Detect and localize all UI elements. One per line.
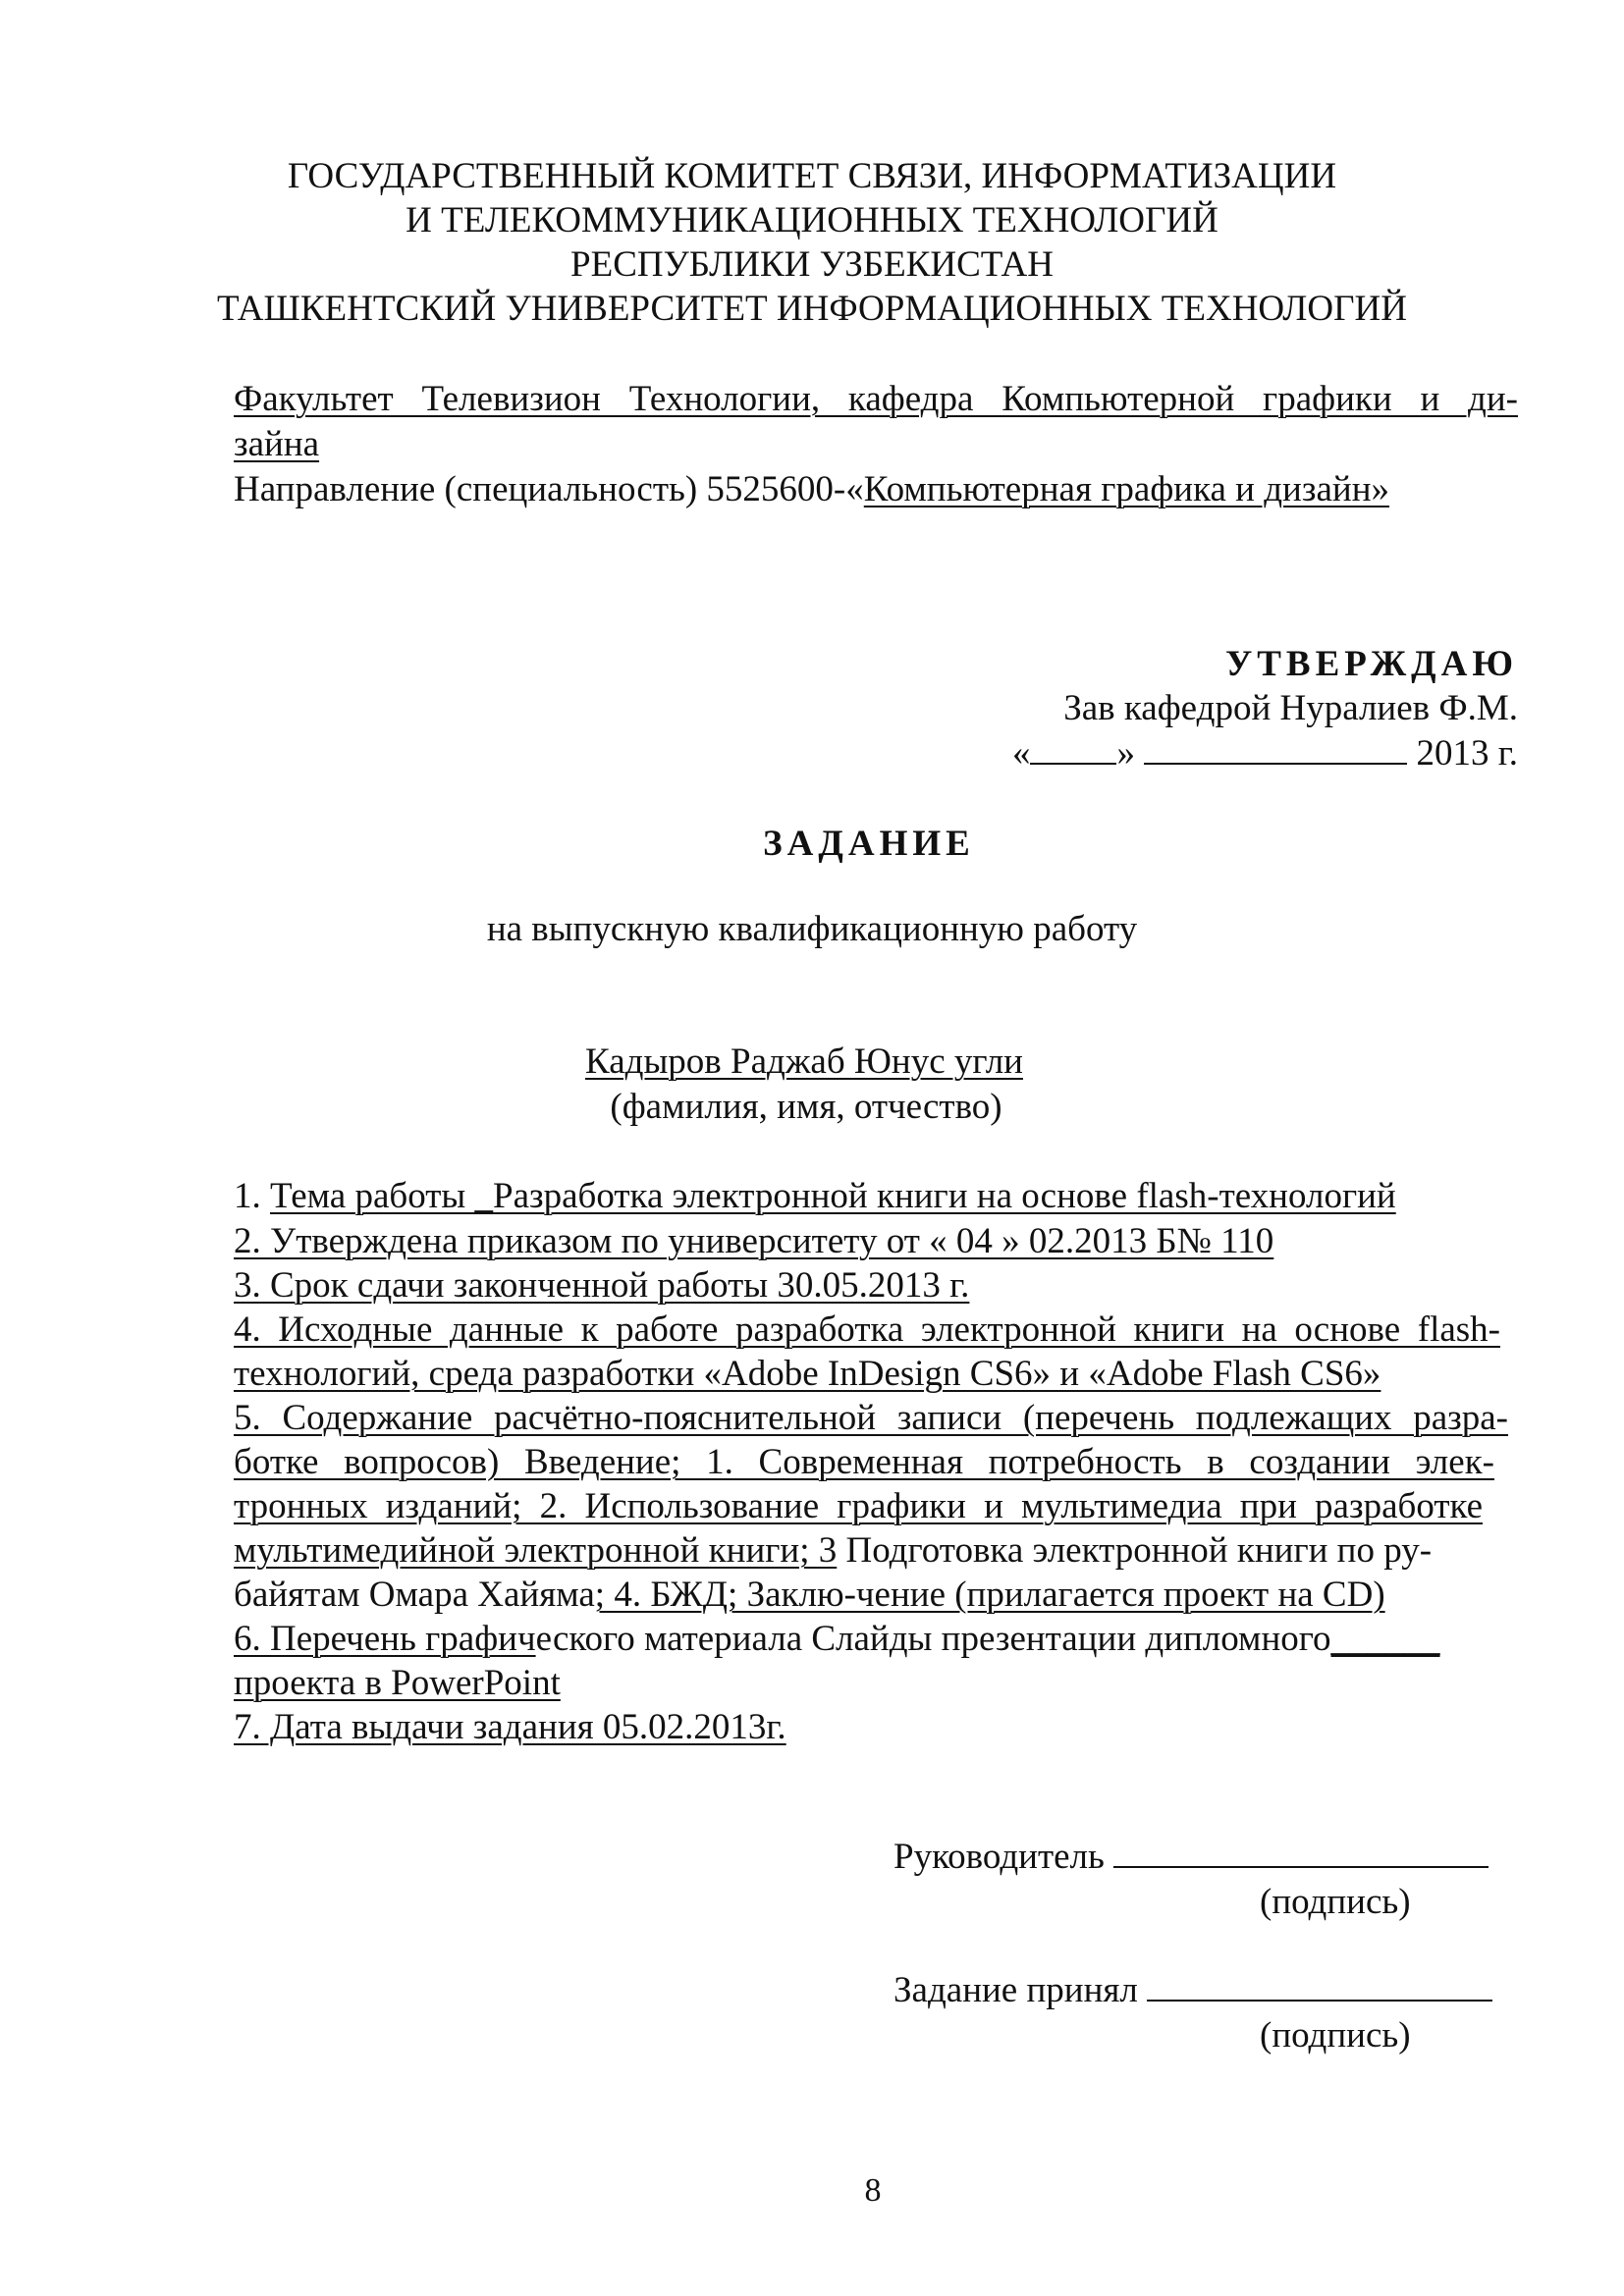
item-5-line-4-rest: Подготовка электронной книги по ру- xyxy=(837,1530,1433,1571)
approval-year: 2013 г. xyxy=(1416,733,1518,774)
item-7-text: 7. Дата выдачи задания 05.02.2013г. xyxy=(234,1707,786,1747)
approval-date-open: « xyxy=(1011,733,1031,774)
item-2 xyxy=(234,1220,1273,1263)
supervisor-signature-blank xyxy=(1113,1837,1489,1868)
header-line-1: ГОСУДАРСТВЕННЫЙ КОМИТЕТ СВЯЗИ, ИНФОРМАТИЗАЦИИ xyxy=(287,156,1337,196)
student-caption: (фамилия, имя, отчество) xyxy=(610,1087,1002,1127)
item-5-line-2: ботке вопросов) Введение; 1. Современная потребность в создании элек- xyxy=(234,1442,1494,1482)
item-6-line-1 xyxy=(234,1618,1440,1661)
approval-day-blank xyxy=(1030,733,1116,765)
item-1-number: 1. xyxy=(234,1176,261,1216)
header-line-3: РЕСПУБЛИКИ УЗБЕКИСТАН xyxy=(570,244,1054,285)
item-1-text: Тема работы _Разработка электронной книги на основе flash-технологий xyxy=(270,1176,1396,1216)
direction-prefix: Направление (специальность) 5525600-« xyxy=(234,469,864,509)
accepted-label: Задание принял xyxy=(893,1970,1138,2010)
direction-line xyxy=(234,468,1389,511)
item-3 xyxy=(234,1264,969,1308)
accepted-signature-blank xyxy=(1147,1970,1492,2002)
supervisor-label: Руководитель xyxy=(893,1837,1105,1877)
item-6-line-1-blank: ______ xyxy=(1330,1619,1440,1659)
approval-month-blank xyxy=(1144,733,1407,765)
supervisor-caption: (подпись) xyxy=(1260,1882,1411,1922)
item-5-line-1: 5. Содержание расчётно-пояснительной записи (перечень подлежащих разра- xyxy=(234,1398,1508,1438)
faculty-line-2-text: зайна xyxy=(234,424,320,464)
header-line-2: И ТЕЛЕКОММУНИКАЦИОННЫХ ТЕХНОЛОГИЙ xyxy=(406,200,1218,240)
item-4-line-1: 4. Исходные данные к работе разработка электронной книги на основе flash- xyxy=(234,1309,1500,1350)
supervisor-signature-line xyxy=(893,1836,1489,1879)
item-5-line-5-start: байятам Омара Хайяма xyxy=(234,1575,595,1615)
task-subtitle: на выпускную квалификационную работу xyxy=(486,909,1138,949)
direction-value: Компьютерная графика и дизайн» xyxy=(863,469,1390,509)
faculty-line-1: Факультет Телевизион Технологии, кафедра Компьютерной графики и ди- xyxy=(234,379,1518,419)
item-4-line-2 xyxy=(234,1353,1380,1396)
student-name: Кадыров Раджаб Юнус угли xyxy=(585,1041,1023,1082)
student-name-line xyxy=(0,1041,1616,1084)
item-5-line-5 xyxy=(234,1574,1385,1617)
approval-head: Зав кафедрой Нуралиев Ф.М. xyxy=(1063,688,1518,728)
item-6-line-1-middle: еского материала Слайды презентации дипломного xyxy=(535,1619,1331,1659)
item-2-text: 2. Утверждена приказом по университету от « 04 » 02.2013 Б№ 110 xyxy=(234,1221,1274,1261)
accepted-signature-line xyxy=(893,1969,1492,2012)
item-6-line-1-start: 6. Перечень графич xyxy=(234,1619,536,1659)
approval-title: УТВЕРЖДАЮ xyxy=(1225,644,1518,684)
approval-date-close: » xyxy=(1116,733,1135,774)
item-6-line-2-text: проекта в PowerPoint xyxy=(234,1663,561,1703)
item-4-line-2-text: технологий, среда разработки «Adobe InDesign CS6» и «Adobe Flash CS6» xyxy=(234,1354,1381,1394)
item-5-line-4 xyxy=(234,1529,1432,1573)
item-5-line-3: тронных изданий; 2. Использование графики и мультимедиа при разработке xyxy=(234,1486,1483,1526)
item-1 xyxy=(234,1175,1396,1218)
item-5-line-4-underlined: мультимедийной электронной книги; 3 xyxy=(234,1530,838,1571)
item-3-text: 3. Срок сдачи законченной работы 30.05.2013 г. xyxy=(234,1265,970,1306)
item-7 xyxy=(234,1706,786,1749)
accepted-caption: (подпись) xyxy=(1260,2015,1411,2056)
page-number: 8 xyxy=(864,2172,882,2209)
approval-date xyxy=(1012,732,1518,775)
header-line-4: ТАШКЕНТСКИЙ УНИВЕРСИТЕТ ИНФОРМАЦИОННЫХ ТЕХНОЛОГИЙ xyxy=(217,289,1407,329)
item-5-line-5-underlined: ; 4. БЖД; Заклю-чение (прилагается проект на CD) xyxy=(594,1575,1385,1615)
faculty-line-2 xyxy=(234,423,319,466)
task-title: ЗАДАНИЕ xyxy=(763,824,975,864)
item-6-line-2 xyxy=(234,1662,561,1705)
